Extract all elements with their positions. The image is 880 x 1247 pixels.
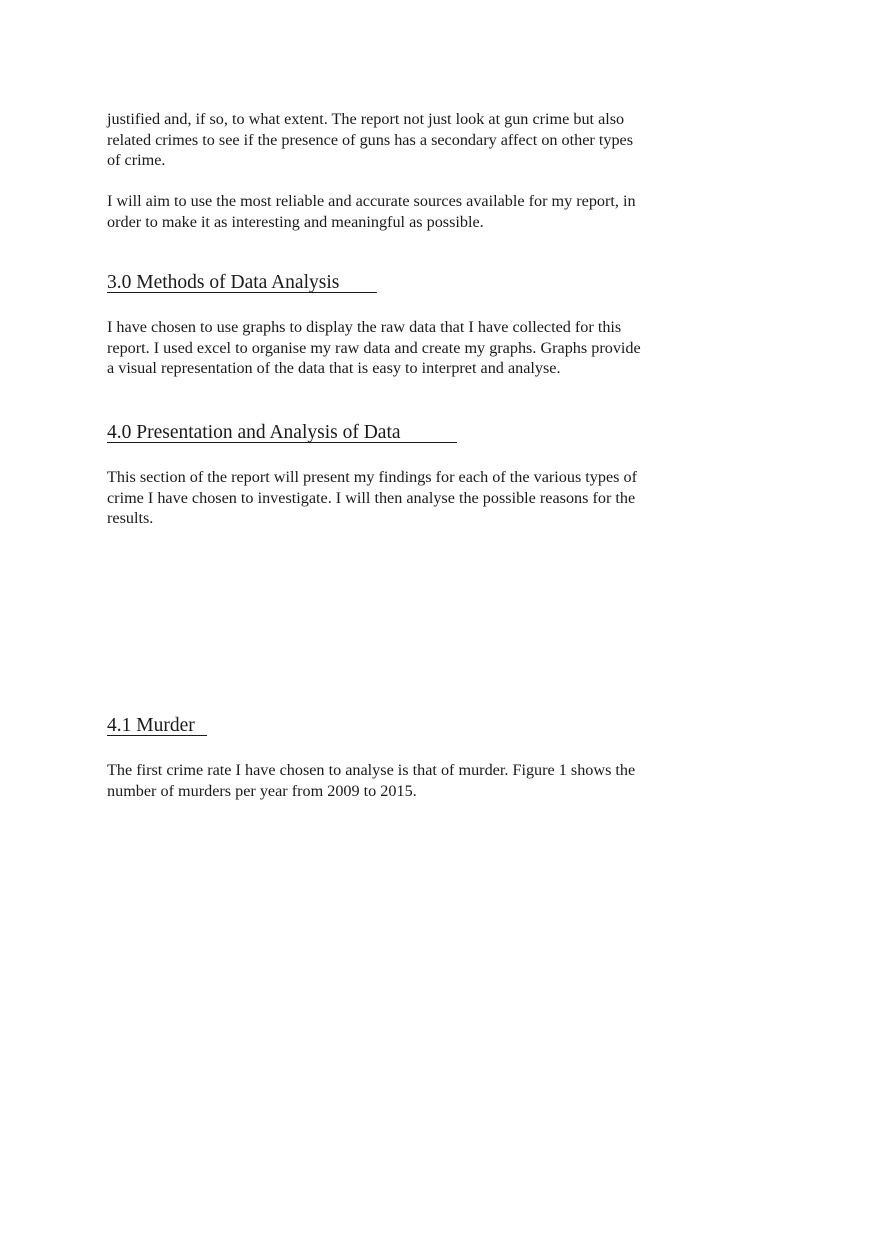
heading-methods-of-data-analysis bbox=[107, 271, 377, 295]
heading-text: 4.0 Presentation and Analysis of Data bbox=[107, 422, 401, 443]
text-line: I will aim to use the most reliable and accurate sources available for my report, in bbox=[107, 192, 636, 210]
text-line: number of murders per year from 2009 to 2015. bbox=[107, 781, 417, 800]
heading-underline-tail bbox=[401, 423, 457, 443]
text-line: related crimes to see if the presence of guns has a secondary affect on other types bbox=[107, 130, 634, 149]
heading-text: 3.0 Methods of Data Analysis bbox=[107, 272, 340, 293]
heading-underline-tail bbox=[195, 716, 207, 736]
paragraph-presentation bbox=[107, 467, 707, 529]
paragraph-sources bbox=[107, 191, 707, 232]
text-line: results. bbox=[107, 509, 154, 527]
text-line: The first crime rate I have chosen to analyse is that of murder. Figure 1 shows the bbox=[107, 761, 636, 779]
text-line: I have chosen to use graphs to display the raw data that I have collected for this bbox=[107, 318, 622, 336]
heading-underline-tail bbox=[339, 273, 377, 293]
heading-text: 4.1 Murder bbox=[107, 715, 195, 736]
text-line: This section of the report will present my findings for each of the various types of bbox=[107, 468, 638, 486]
heading-presentation-and-analysis bbox=[107, 421, 457, 445]
paragraph-murder bbox=[107, 760, 707, 801]
paragraph-intro-end bbox=[107, 109, 707, 171]
text-line: order to make it as interesting and meaningful as possible. bbox=[107, 212, 484, 231]
text-line: justified and, if so, to what extent. The report not just look at gun crime but also bbox=[107, 110, 625, 128]
paragraph-methods bbox=[107, 317, 707, 379]
text-line: of crime. bbox=[107, 151, 166, 169]
heading-murder bbox=[107, 714, 207, 738]
text-line: a visual representation of the data that is easy to interpret and analyse. bbox=[107, 359, 561, 377]
text-line: crime I have chosen to investigate. I will then analyse the possible reasons for the bbox=[107, 488, 636, 507]
text-line: report. I used excel to organise my raw data and create my graphs. Graphs provide bbox=[107, 338, 641, 357]
